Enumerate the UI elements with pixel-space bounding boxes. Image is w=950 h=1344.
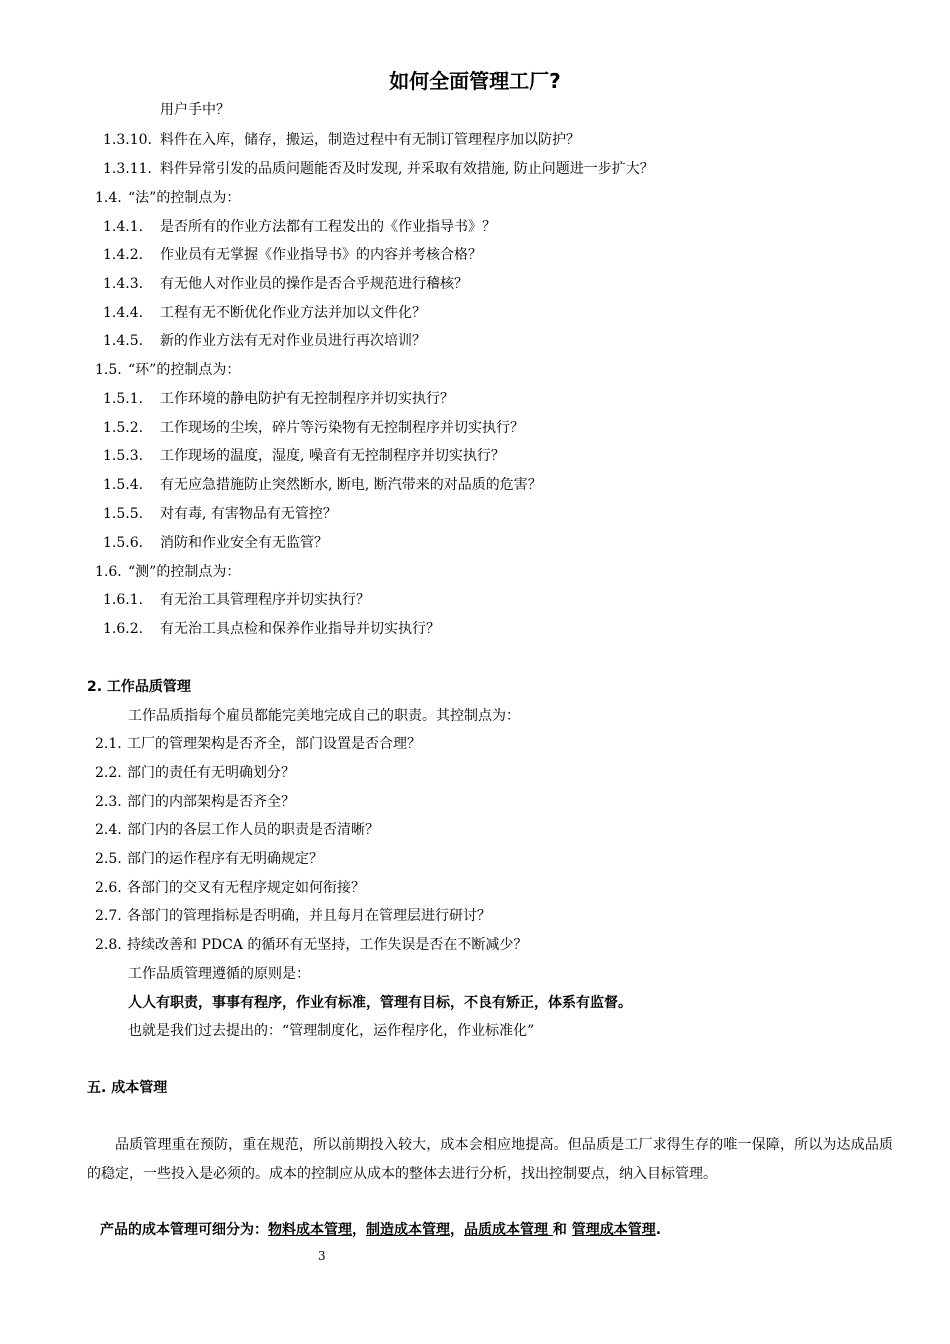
item-text: 是否所有的作业方法都有工程发出的《作业指导书》？ <box>160 219 496 235</box>
subsection-number: 1.5. <box>95 362 122 378</box>
item-text: 各部门的交叉有无程序规定如何衔接？ <box>127 880 365 896</box>
section-2-intro: 工作品质指每个雇员都能完美地完成自己的职责。其控制点为： <box>128 708 520 724</box>
subsection-label: “测”的控制点为： <box>128 564 241 580</box>
principle-label: 工作品质管理遵循的原则是： <box>128 966 310 982</box>
item-number: 1.5.3. <box>103 448 144 464</box>
item-number: 1.4.4. <box>103 305 144 321</box>
page-title: 如何全面管理工厂? <box>389 69 561 93</box>
summary-sep: ， <box>450 1222 464 1238</box>
item-text: 有无应急措施防止突然断水, 断电, 断汽带来的对品质的危害？ <box>160 477 542 493</box>
item-text: 有无治工具点检和保养作业指导并切实执行？ <box>160 621 440 637</box>
section-2-heading: 2. 工作品质管理 <box>87 679 191 695</box>
item-text: 新的作业方法有无对作业员进行再次培训？ <box>160 333 426 349</box>
item-text: 各部门的管理指标是否明确，并且每月在管理层进行研讨？ <box>127 908 491 924</box>
item-text: 部门的内部架构是否齐全？ <box>127 794 295 810</box>
continuation-text: 用户手中？ <box>160 102 230 118</box>
summary-end: . <box>655 1222 662 1238</box>
item-number: 2.5. <box>95 851 122 867</box>
item-text: 有无他人对作业员的操作是否合乎规范进行稽核？ <box>160 276 468 292</box>
principle-text: 人人有职责，事事有程序，作业有标准，管理有目标，不良有矫正，体系有监督。 <box>128 995 632 1011</box>
item-text: 料件在入库，储存，搬运，制造过程中有无制订管理程序加以防护？ <box>160 132 580 148</box>
subsection-label: “环”的控制点为： <box>128 362 241 378</box>
item-number: 1.3.11. <box>103 161 152 177</box>
page-number: 3 <box>318 1249 326 1263</box>
quality-cost-link: 品质成本管理 <box>464 1222 553 1238</box>
item-text: 部门的责任有无明确划分？ <box>127 765 295 781</box>
summary-prefix: 产品的成本管理可细分为： <box>100 1222 268 1238</box>
item-text: 部门的运作程序有无明确规定？ <box>127 851 323 867</box>
item-text: 工作现场的温度，湿度, 噪音有无控制程序并切实执行？ <box>160 448 505 464</box>
item-text: 工程有无不断优化作业方法并加以文件化？ <box>160 305 426 321</box>
cost-summary-line <box>100 1220 661 1240</box>
item-number: 1.4.2. <box>103 247 144 263</box>
item-number: 1.3.10. <box>103 132 152 148</box>
item-text: 料件异常引发的品质问题能否及时发现, 并采取有效措施, 防止问题进一步扩大？ <box>160 161 654 177</box>
item-number: 2.8. <box>95 937 122 953</box>
item-number: 1.6.1. <box>103 592 144 608</box>
item-text: 对有毒, 有害物品有无管控？ <box>160 506 337 522</box>
item-number: 2.6. <box>95 880 122 896</box>
item-text: 作业员有无掌握《作业指导书》的内容并考核合格？ <box>160 247 482 263</box>
item-number: 1.4.1. <box>103 219 144 235</box>
material-cost-link: 物料成本管理 <box>268 1222 352 1238</box>
item-number: 1.5.6. <box>103 535 144 551</box>
summary-and: 和 <box>552 1222 567 1238</box>
item-number: 1.5.1. <box>103 391 144 407</box>
item-text: 部门内的各层工作人员的职责是否清晰？ <box>127 822 379 838</box>
management-cost-link: 管理成本管理 <box>571 1222 656 1238</box>
subsection-label: “法”的控制点为： <box>128 190 241 206</box>
item-number: 1.5.4. <box>103 477 144 493</box>
item-text: 有无治工具管理程序并切实执行？ <box>160 592 370 608</box>
item-number: 1.4.3. <box>103 276 144 292</box>
item-number: 2.3. <box>95 794 122 810</box>
item-number: 1.6.2. <box>103 621 144 637</box>
item-number: 1.5.5. <box>103 506 144 522</box>
item-number: 2.7. <box>95 908 122 924</box>
item-number: 2.2. <box>95 765 122 781</box>
section-5-heading: 五. 成本管理 <box>87 1080 168 1096</box>
section-5-paragraph: 品质管理重在预防，重在规范，所以前期投入较大，成本会相应地提高。但品质是工厂求得生存的唯一保障，所以为达成品质的稳定，一些投入是必须的。成本的控制应从成本的整体去进行分析，找出控制要点，纳入目标管理。 <box>87 1137 893 1182</box>
item-text: 消防和作业安全有无监管？ <box>160 535 328 551</box>
item-text: 工作现场的尘埃，碎片等污染物有无控制程序并切实执行？ <box>160 420 524 436</box>
item-number: 2.4. <box>95 822 122 838</box>
item-number: 1.4.5. <box>103 333 144 349</box>
item-text: 持续改善和 PDCA 的循环有无坚持，工作失误是否在不断减少？ <box>127 937 528 953</box>
subsection-number: 1.4. <box>95 190 122 206</box>
item-text: 工作环境的静电防护有无控制程序并切实执行？ <box>160 391 454 407</box>
restate-text: 也就是我们过去提出的：“管理制度化，运作程序化，作业标准化” <box>128 1023 535 1039</box>
subsection-number: 1.6. <box>95 564 122 580</box>
item-number: 2.1. <box>95 736 122 752</box>
item-number: 1.5.2. <box>103 420 144 436</box>
manufacturing-cost-link: 制造成本管理 <box>366 1222 450 1238</box>
item-text: 工厂的管理架构是否齐全，部门设置是否合理？ <box>127 736 421 752</box>
summary-sep: ， <box>352 1222 366 1238</box>
